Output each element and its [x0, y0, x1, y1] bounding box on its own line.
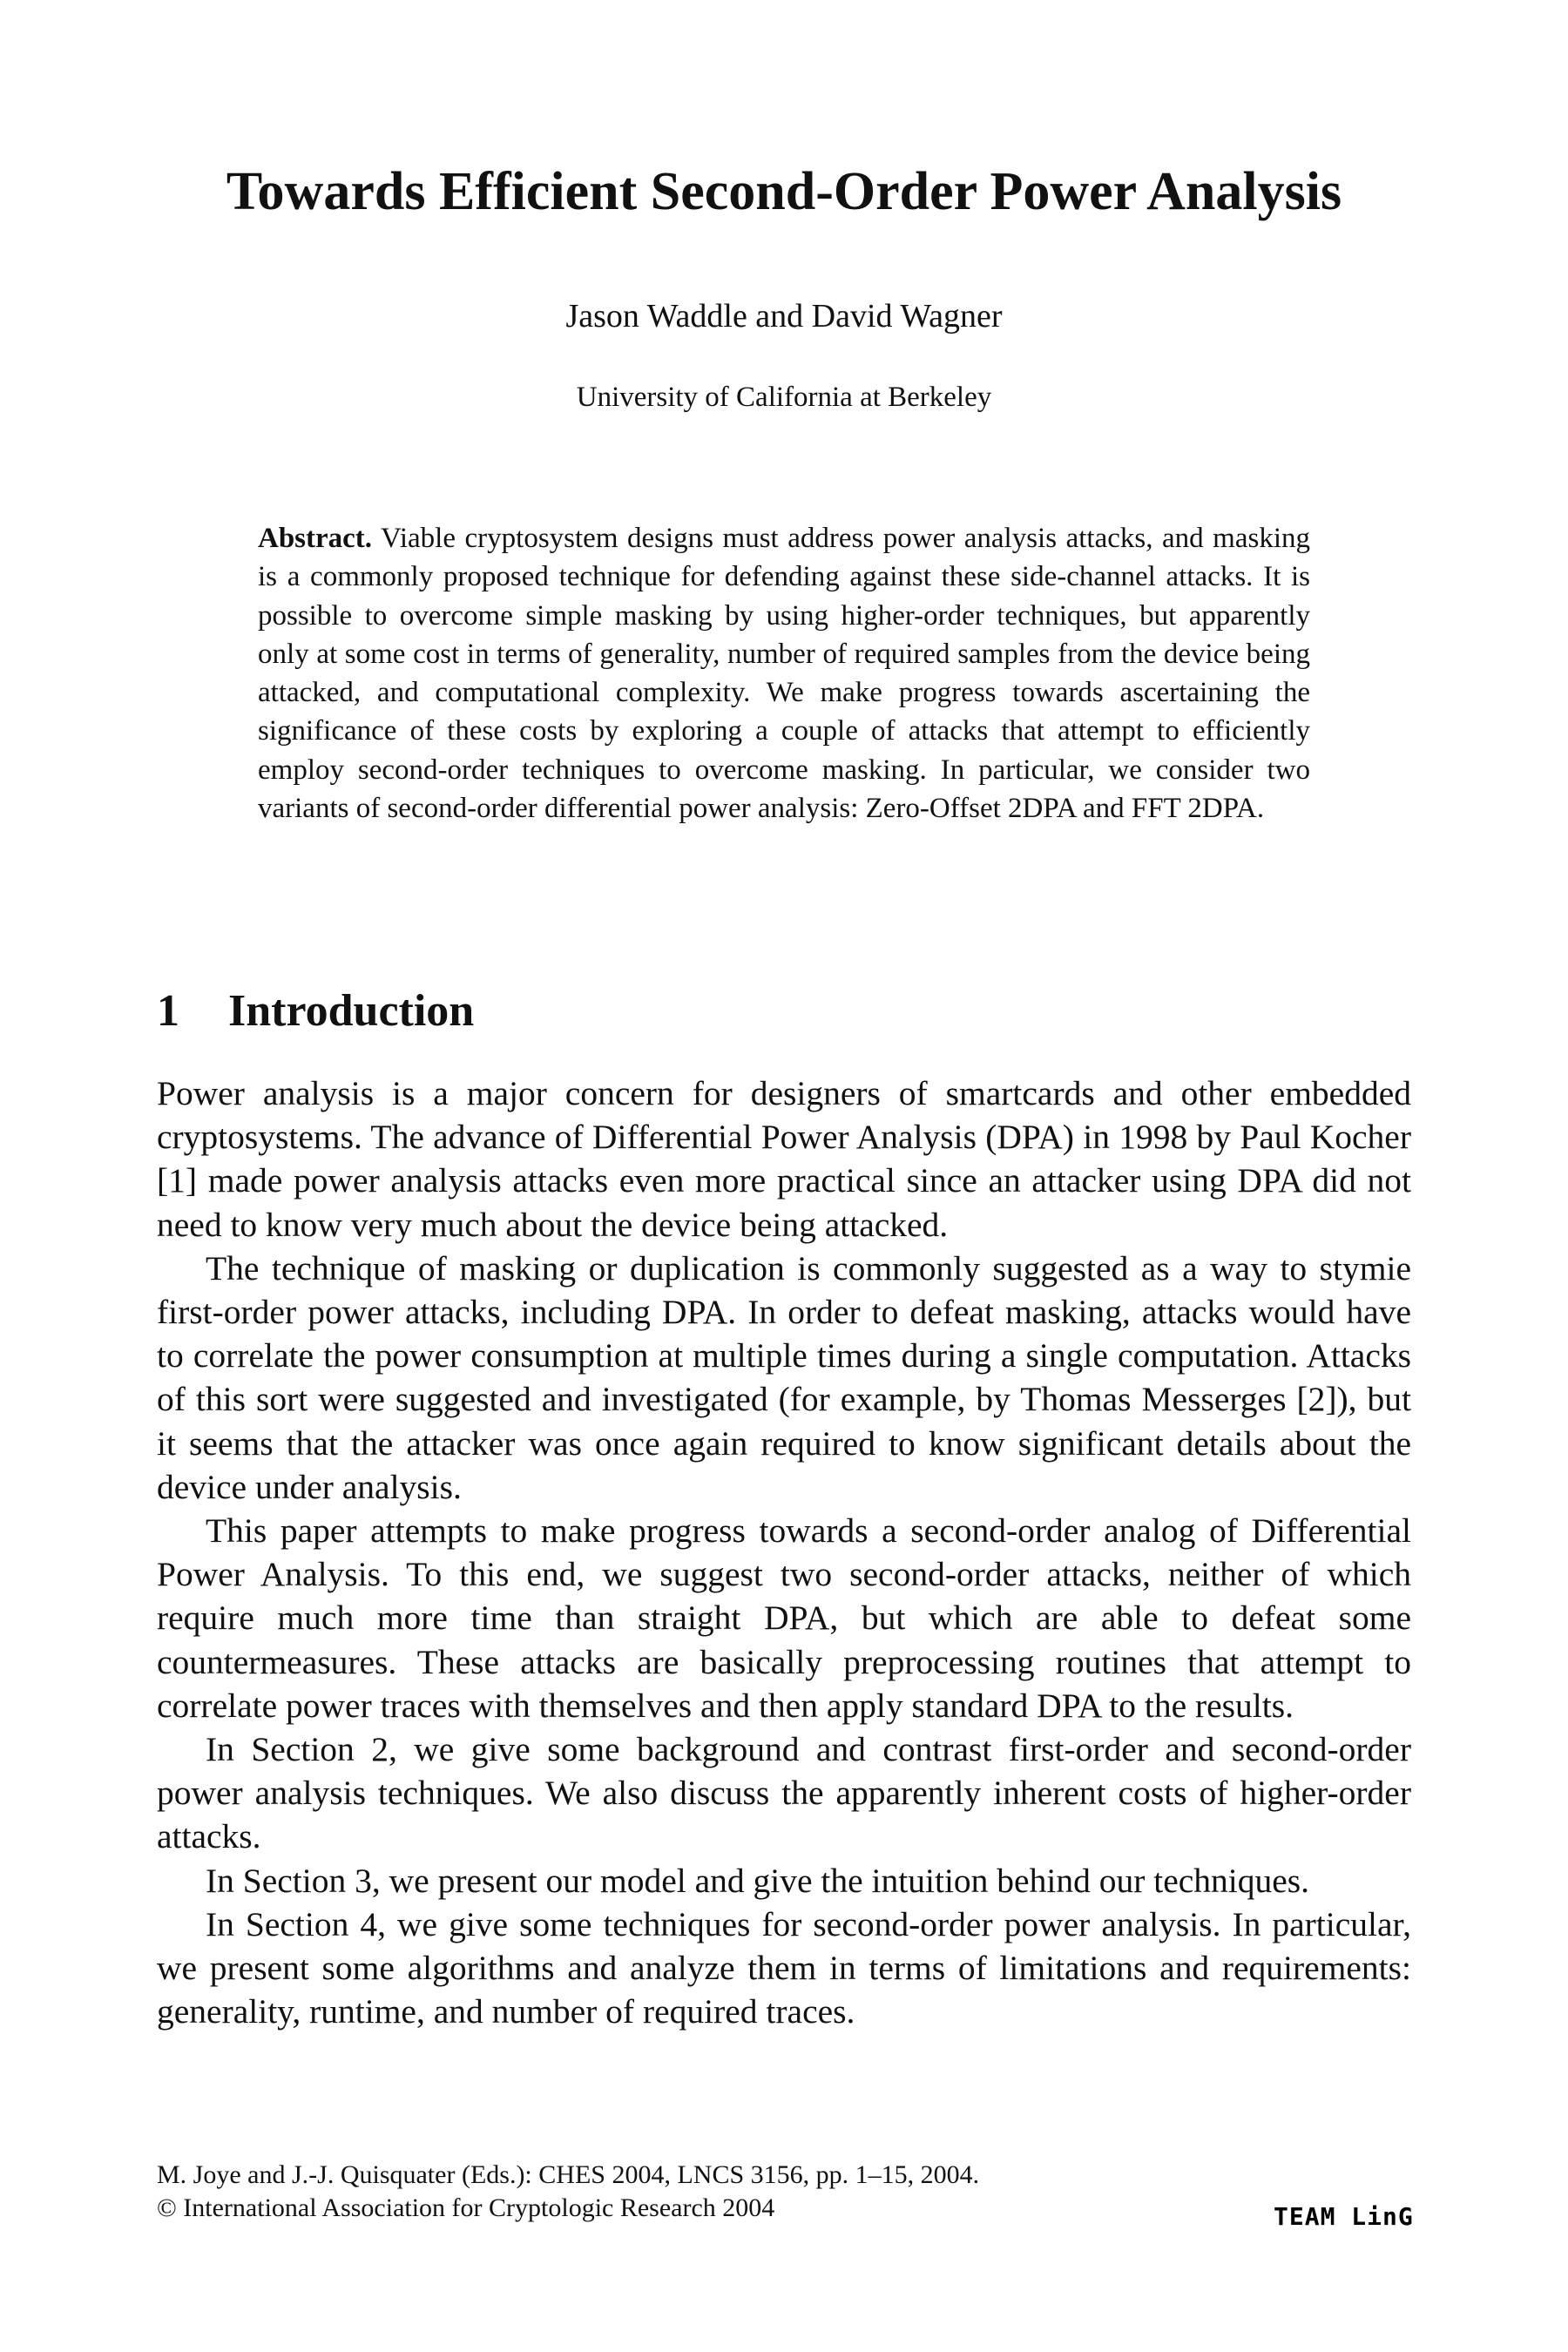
section-heading-introduction: [157, 981, 474, 1042]
copyright-line: © International Association for Cryptologic Research 2004: [157, 2193, 775, 2222]
paragraph: This paper attempts to make progress towards a second-order analog of Differential Power Analysis. To this end, we suggest two second-order attacks, neither of which require much more time than straight DPA, but which are able to defeat some countermeasures. These attacks are basically preprocessing routines that attempt to correlate power traces with themselves and then apply standard DPA to the results.: [157, 1511, 1411, 1725]
paper-authors: Jason Waddle and David Wagner: [565, 298, 1003, 335]
paragraph: In Section 2, we give some background and contrast first-order and second-order power analysis techniques. We also discuss the apparently inherent costs of higher-order attacks.: [157, 1730, 1411, 1856]
paper-title: Towards Efficient Second-Order Power Analysis: [226, 162, 1342, 221]
abstract: [258, 519, 1310, 828]
paragraph: In Section 4, we give some techniques for second-order power analysis. In particular, we present some algorithms and analyze them in terms of limitations and requirements: generality, runtime, and number of required traces.: [157, 1904, 1411, 2031]
page-footer: [157, 2159, 979, 2225]
section-title: Introduction: [228, 986, 475, 1036]
paragraph: Power analysis is a major concern for designers of smartcards and other embedded cryptosystems. The advance of Differential Power Analysis (DPA) in 1998 by Paul Kocher [1] made power analysis attacks even more practical since an attacker using DPA did not need to know very much about the device being attacked.: [157, 1074, 1411, 1244]
abstract-label: Abstract.: [258, 523, 373, 554]
section-number: 1: [157, 986, 179, 1036]
paragraph: The technique of masking or duplication is commonly suggested as a way to stymie first-order power attacks, including DPA. In order to defeat masking, attacks would have to correlate the power consumption at multiple times during a single computation. Attacks of this sort were suggested and investigated (for example, by Thomas Messerges [2]), but it seems that the attacker was once again required to know significant details about the device under analysis.: [157, 1248, 1411, 1506]
introduction-body: [157, 1071, 1411, 2033]
paper-affiliation: University of California at Berkeley: [576, 382, 992, 413]
paragraph: In Section 3, we present our model and give the intuition behind our techniques.: [206, 1861, 1310, 1900]
citation-line: M. Joye and J.-J. Quisquater (Eds.): CHES 2004, LNCS 3156, pp. 1–15, 2004.: [157, 2160, 980, 2189]
abstract-text: Viable cryptosystem designs must address power analysis attacks, and masking is a commonly proposed technique for defending against these side-channel attacks. It is possible to overcome simple masking by using higher-order techniques, but apparently only at some cost in terms of generality, number of required samples from the device being attacked, and computational complexity. We make progress towards ascertaining the significance of these costs by exploring a couple of attacks that attempt to efficiently employ second-order techniques to overcome masking. In particular, we consider two variants of second-order differential power analysis: Zero-Offset 2DPA and FFT 2DPA.: [258, 523, 1310, 825]
team-ling-watermark: TEAM LinG: [1274, 2202, 1414, 2231]
